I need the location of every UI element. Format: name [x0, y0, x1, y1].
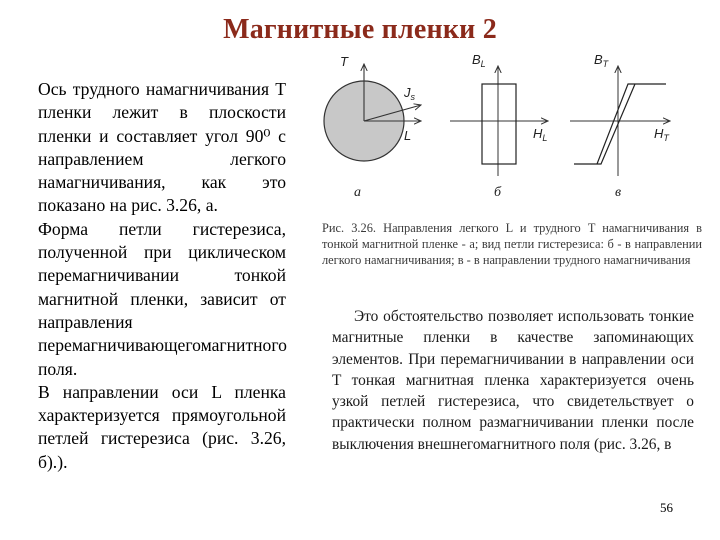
axis-t-label: T: [340, 54, 348, 69]
panel-c-narrow-loop: [570, 52, 670, 200]
narrow-hysteresis-loop: [574, 84, 666, 164]
figure-caption: Рис. 3.26. Направления легкого L и трудного T намагничивания в тонкой магнитной пленке - а; вид петли гистерезиса: б - в направлении легкого намагничивания; в - в направлении трудного намагничивания: [322, 221, 702, 267]
panel-b-letter: б: [494, 185, 502, 200]
page-number: 56: [660, 500, 673, 515]
panel-c-x-label: $H_T$: [654, 126, 669, 143]
rectangular-hysteresis-loop: [482, 84, 516, 164]
panel-a-letter: а: [354, 185, 361, 200]
right-text-column: [332, 306, 694, 455]
paragraph-easy-axis: В направлении оси L пленка характеризуется прямоугольной петлей гистерезиса (рис. 3.26, б).).: [38, 381, 286, 472]
left-text-column: [38, 78, 286, 474]
paragraph-memory-elements: Это обстоятельство позволяет использовать тонкие магнитные пленки в качестве запоминающих элементов. При перемагничивании в направлении оси T тонкая магнитная пленка характеризуется очень узкой петлей гистерезиса, что свидетельствует о практически полном размагничивании пленки после выключения внешнегомагнитного поля (рис. 3.26, в: [332, 308, 694, 453]
slide-title: Магнитные пленки 2: [223, 14, 497, 45]
panel-c-y-label: $B_T$: [594, 52, 609, 69]
vector-j-label: $J_s$: [404, 85, 415, 102]
panel-b-x-label: $H_L$: [533, 126, 548, 143]
axis-l-label: L: [404, 128, 412, 143]
figure-3-26: [318, 48, 708, 216]
panel-a-film-axes: [324, 54, 421, 200]
panel-c-letter: в: [615, 185, 622, 200]
panel-b-rectangular-loop: [450, 52, 548, 200]
paragraph-loop-shape: Форма петли гистерезиса, полученной при циклическом перемагничивании тонкой магнитной пленки, зависит от направления перемагничивающегомагнитного поля.: [38, 218, 287, 379]
paragraph-hard-axis: Ось трудного намагничивания T пленки лежит в плоскости пленки и составляет угол 90⁰ с направлением легкого намагничивания, как это показано на рис. 3.26, а.: [38, 79, 286, 216]
panel-b-y-label: $B_L$: [472, 52, 486, 69]
